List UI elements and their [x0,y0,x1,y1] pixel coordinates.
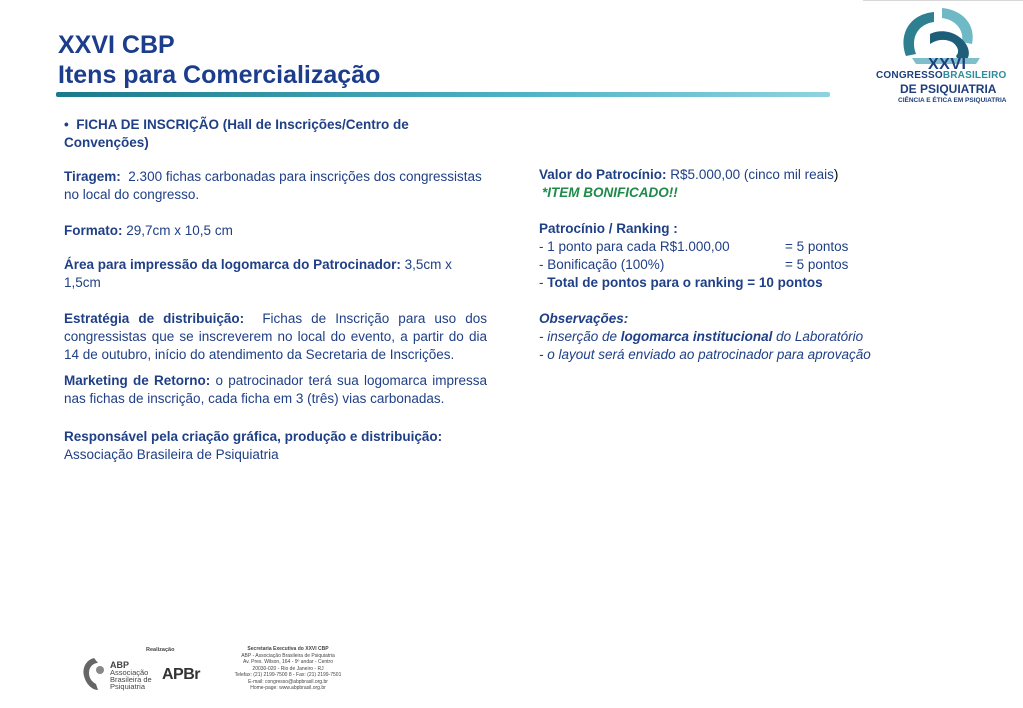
logo-line1 [876,70,1006,81]
ranking-total [539,274,979,292]
sec-title: Secretaria Executiva do XXVI CBP [247,646,329,652]
abp-name-1: Associação [110,668,149,677]
valor-paragraph [539,166,979,184]
area-label: Área para impressão da logomarca do Patrocinador: [64,257,401,272]
page-title-line2: Itens para Comercialização [58,61,381,89]
logo-line1-b: BRASILEIRO [942,70,1007,81]
footer-realizacao-label: Realização [146,647,175,653]
marketing-text: o patrocinador terá sua logomarca impressa nas fichas de inscrição, cada ficha em 3 (três) vias carbonadas. [64,373,487,406]
bullet-icon: • [64,117,69,132]
sec-line-3: 20030-020 - Rio de Janeiro - RJ [252,665,324,672]
observacao-1-c: do Laboratório [772,329,864,344]
observacao-1 [539,328,979,346]
area-paragraph [64,256,487,292]
sec-line-2: Av. Pres. Wilson, 164 - 9º andar - Centro [242,659,333,665]
tiragem-paragraph [64,168,487,204]
left-column [64,116,487,464]
sec-line-1: ABP - Associação Brasileira de Psiquiatria [241,652,335,659]
formato-text: 29,7cm x 10,5 cm [126,223,233,238]
formato-label: Formato: [64,223,123,238]
logo-line3: CIÊNCIA E ÉTICA EM PSIQUIATRIA [898,97,1007,104]
ranking-total-dash: - [539,275,548,290]
ranking-title: Patrocínio / Ranking : [539,221,678,236]
ranking-row-2 [539,256,979,274]
observacao-1-b: logomarca institucional [620,329,773,344]
abp-name-3: Psiquiatria [110,682,146,691]
congress-logo [872,4,1022,114]
estrategia-label: Estratégia de distribuição: [64,311,245,326]
abp-name [110,669,152,690]
logo-line2: DE PSIQUIATRIA [900,82,997,96]
ranking-row-1-value: = 5 pontos [785,239,849,254]
apbr-logo: APBr [162,666,201,683]
ranking-row-2-value: = 5 pontos [785,257,849,272]
tiragem-text: 2.300 fichas carbonadas para inscrições dos congressistas no local do congresso. [64,169,482,202]
bonificado-note: *ITEM BONIFICADO!! [542,185,678,200]
area-text: 3,5cm x 1,5cm [64,257,452,290]
estrategia-text: Fichas de Inscrição para uso dos congressistas que se inscreverem no local do evento, a partir do dia 14 de outubro, início do atendimento da Secretaria de Inscrições. [64,311,487,362]
ranking-total-text: Total de pontos para o ranking = 10 pontos [547,275,823,290]
responsavel-label: Responsável pela criação gráfica, produção e distribuição: [64,429,443,444]
sec-line-4: Telefax: (21) 2199-7500 8 - Fax: (21) 2199-7501 [234,672,342,678]
abp-logo [80,656,160,694]
tiragem-label: Tiragem: [64,169,121,184]
responsavel-paragraph [64,428,487,464]
observacao-1-a: - inserção de [539,329,621,344]
footer-secretaria [226,646,350,692]
title-underline-bar [56,92,830,97]
observacoes-title: Observações: [539,311,629,326]
logo-line1-a: CONGRESSO [876,70,943,81]
abp-mark: ABP [110,660,130,670]
abp-name-2: Brasileira de [110,675,152,684]
observacao-2: - o layout será enviado ao patrocinador para aprovação [539,347,871,362]
logo-numeral: XXVI [928,56,967,73]
right-column [539,166,979,364]
valor-label: Valor do Patrocínio: [539,167,667,182]
marketing-label: Marketing de Retorno: [64,373,211,388]
responsavel-text: Associação Brasileira de Psiquiatria [64,447,279,462]
valor-text: R$5.000,00 (cinco mil reais [670,167,834,182]
ranking-row-1 [539,238,979,256]
marketing-paragraph [64,372,487,408]
valor-close: ) [833,167,839,182]
ranking-row-1-label: - 1 ponto para cada R$1.000,00 [539,239,730,254]
sec-line-5: E-mail: congresso@abpbrasil.org.br [248,678,328,685]
estrategia-paragraph [64,310,487,364]
top-edge-line [863,0,1023,1]
item-title-text: FICHA DE INSCRIÇÃO (Hall de Inscrições/Centro de Convenções) [64,117,409,150]
ranking-row-2-label: - Bonificação (100%) [539,257,665,272]
abp-figure-icon [80,656,110,692]
page-title-line1: XXVI CBP [58,31,175,59]
formato-paragraph [64,222,487,240]
page-title [58,30,380,90]
sec-line-6: Home-page: www.abpbrasil.org.br [250,685,326,691]
item-title [64,116,487,152]
